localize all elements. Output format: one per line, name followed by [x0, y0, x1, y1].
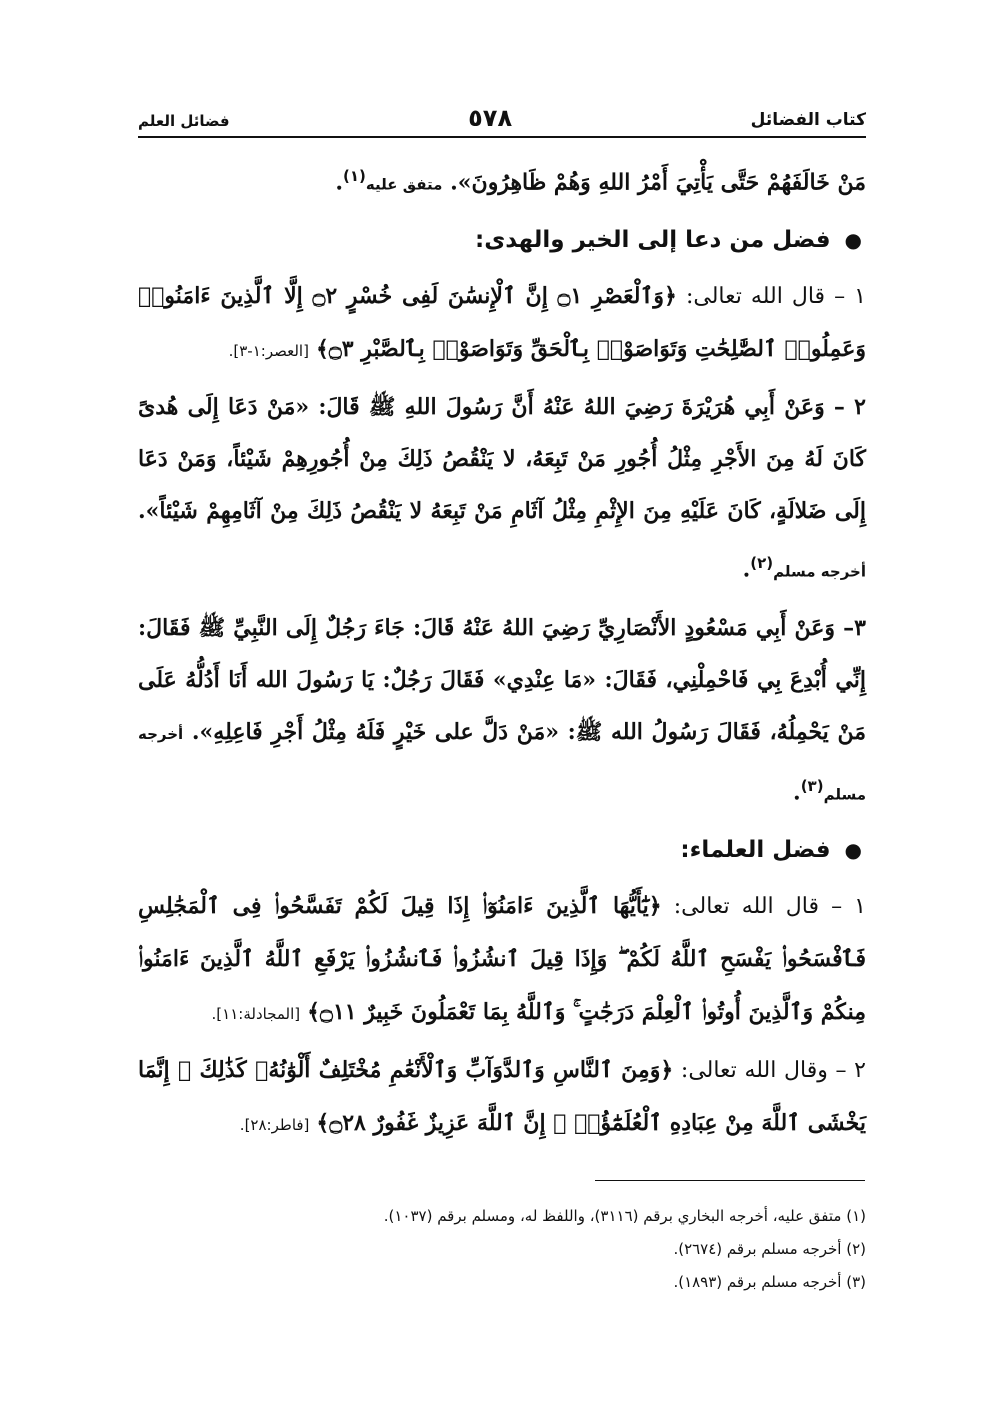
- footnote-2: (٢) أخرجه مسلم برقم (٢٦٧٤).: [673, 1240, 866, 1258]
- verse-fatir: [138, 1044, 866, 1151]
- verse-asr: [138, 270, 866, 377]
- verse-lead: ٢ – وقال الله تعالى:: [680, 1057, 866, 1083]
- verse-mujadila: [138, 880, 866, 1040]
- verse-citation: [فاطر:٢٨].: [239, 1115, 310, 1134]
- page-number: ٥٧٨: [468, 104, 513, 132]
- footnote-ref-1: (١): [343, 167, 366, 185]
- hadith-text: ٣– وَعَنْ أَبِي مَسْعُودٍ الأَنْصَارِيِّ رَضِيَ اللهُ عَنْهُ قَالَ: جَاءَ رَجُلٌ إِلَى النَّبِيِّ ﷺ فَقَالَ: إِنِّي أُبْدِعَ بِي فَاحْمِلْنِي، فَقَالَ: «مَا عِنْدِي» فَقَالَ رَجُلٌ: يَا رَسُولَ الله أَنَا أَدُلُّهُ عَلَى مَنْ يَحْمِلُهُ، فَقَالَ رَسُولُ الله ﷺ: «مَنْ دَلَّ على خَيْرٍ فَلَهُ مِثْلُ أَجْرِ فَاعِلِهِ».: [138, 614, 866, 745]
- section-heading-callers: [138, 214, 866, 266]
- bullet-icon: ●: [844, 228, 862, 253]
- book-title: كتاب الفضائل: [750, 110, 866, 130]
- verse-citation: [المجادلة:١١].: [211, 1004, 301, 1023]
- section-heading-text: فضل من دعا إلى الخير والهدى:: [475, 227, 831, 254]
- page-body: [138, 150, 866, 1155]
- hadith-note: أخرجه مسلم: [138, 724, 866, 803]
- footnote-ref-3: (٣): [800, 776, 824, 795]
- section-heading-scholars: [138, 824, 866, 876]
- footnote-separator: [595, 1180, 865, 1181]
- footnotes: [138, 1200, 866, 1299]
- verse-lead: ١ – قال الله تعالى:: [673, 893, 866, 919]
- hadith-abu-masud: ٣– وَعَنْ أَبِي مَسْعُودٍ الأَنْصَارِيِّ رَضِيَ اللهُ عَنْهُ قَالَ: جَاءَ رَجُلٌ إِلَى النَّبِيِّ ﷺ فَقَالَ: إِنِّي أُبْدِعَ بِي فَاحْمِلْنِي، فَقَالَ: «مَا عِنْدِي» فَقَالَ رَجُلٌ: يَا رَسُولَ الله أَنَا أَدُلُّهُ عَلَى مَنْ يَحْمِلُهُ، فَقَالَ رَسُولُ الله ﷺ: «مَنْ دَلَّ على خَيْرٍ فَلَهُ مِثْلُ أَجْرِ فَاعِلِهِ». أخرجه مسلم$^{(٣)}$.: [138, 614, 866, 805]
- verse-citation: [العصر:١-٣].: [228, 342, 309, 361]
- section-heading-text: فضل العلماء:: [680, 836, 831, 863]
- hadith-text: ٢ – وَعَنْ أَبِي هُرَيْرَةَ رَضِيَ اللهُ عَنْهُ أَنَّ رَسُولَ اللهِ ﷺ قَالَ: «مَنْ دَعَا إِلَى هُدىً كَانَ لَهُ مِنَ الأَجْرِ مِثْلُ أُجُورِ مَنْ تَبِعَهُ، لا يَنْقُصُ ذَلِكَ مِنْ أُجُورِهِمْ شَيْئاً، وَمَنْ دَعَا إِلَى ضَلالَةٍ، كَانَ عَلَيْهِ مِنَ الإِثْمِ مِثْلُ آثَامِ مَنْ تَبِعَهُ لا يَنْقُصُ ذَلِكَ مِنْ آثَامِهِمْ شَيْئاً».: [138, 394, 866, 525]
- intro-text: مَنْ خَالَفَهُمْ حَتَّى يَأْتِيَ أَمْرُ اللهِ وَهُمْ ظَاهِرُونَ».: [450, 169, 866, 196]
- verse-lead: ١ – قال الله تعالى:: [685, 284, 866, 310]
- hadith-abu-hurayra: ٢ – وَعَنْ أَبِي هُرَيْرَةَ رَضِيَ اللهُ عَنْهُ أَنَّ رَسُولَ اللهِ ﷺ قَالَ: «مَنْ دَعَا إِلَى هُدىً كَانَ لَهُ مِنَ الأَجْرِ مِثْلُ أُجُورِ مَنْ تَبِعَهُ، لا يَنْقُصُ ذَلِكَ مِنْ أُجُورِهِمْ شَيْئاً، وَمَنْ دَعَا إِلَى ضَلالَةٍ، كَانَ عَلَيْهِ مِنَ الإِثْمِ مِثْلُ آثَامِ مَنْ تَبِعَهُ لا يَنْقُصُ ذَلِكَ مِنْ آثَامِهِمْ شَيْئاً». أخرجه مسلم$^{(٢)}$.: [138, 394, 866, 583]
- chapter-title: فضائل العلم: [138, 112, 230, 130]
- footnote-3: (٣) أخرجه مسلم برقم (١٨٩٣).: [673, 1273, 866, 1291]
- intro-paragraph: مَنْ خَالَفَهُمْ حَتَّى يَأْتِيَ أَمْرُ اللهِ وَهُمْ ظَاهِرُونَ». متفق عليه$^{(١)}$.: [335, 167, 866, 196]
- page-header: [138, 96, 866, 138]
- hadith-note: أخرجه مسلم: [773, 562, 866, 581]
- intro-note: متفق عليه: [365, 175, 443, 194]
- verse-text: ﴿يَٰٓأَيُّهَا ٱلَّذِينَ ءَامَنُوٓا۟ إِذَا قِيلَ لَكُمْ تَفَسَّحُوا۟ فِى ٱلْمَجَٰلِسِ فَٱفْسَحُوا۟ يَفْسَحِ ٱللَّهُ لَكُمْ ۖ وَإِذَا قِيلَ ٱنشُزُوا۟ فَٱنشُزُوا۟ يَرْفَعِ ٱللَّهُ ٱلَّذِينَ ءَامَنُوا۟ مِنكُمْ وَٱلَّذِينَ أُوتُوا۟ ٱلْعِلْمَ دَرَجَٰتٍ ۚ وَٱللَّهُ بِمَا تَعْمَلُونَ خَبِيرٌ ۝١١﴾: [138, 892, 866, 1025]
- footnote-1: (١) متفق عليه، أخرجه البخاري برقم (٣١١٦)، واللفظ له، ومسلم برقم (١٠٣٧).: [383, 1207, 866, 1225]
- verse-text: ﴿وَمِنَ ٱلنَّاسِ وَٱلدَّوَآبِّ وَٱلْأَنْعَٰمِ مُخْتَلِفٌ أَلْوَٰنُهُۥ كَذَٰلِكَ ۗ إِنَّمَا يَخْشَى ٱللَّهَ مِنْ عِبَادِهِ ٱلْعُلَمَٰٓؤُا۟ ۗ إِنَّ ٱللَّهَ عَزِيزٌ غَفُورٌ ۝٢٨﴾: [138, 1056, 866, 1136]
- verse-text: ﴿وَٱلْعَصْرِ ۝١ إِنَّ ٱلْإِنسَٰنَ لَفِى خُسْرٍ ۝٢ إِلَّا ٱلَّذِينَ ءَامَنُوا۟ وَعَمِلُوا۟ ٱلصَّٰلِحَٰتِ وَتَوَاصَوْا۟ بِٱلْحَقِّ وَتَوَاصَوْا۟ بِٱلصَّبْرِ ۝٣﴾: [138, 283, 866, 363]
- footnote-ref-2: (٢): [750, 554, 774, 573]
- bullet-icon: ●: [844, 837, 862, 862]
